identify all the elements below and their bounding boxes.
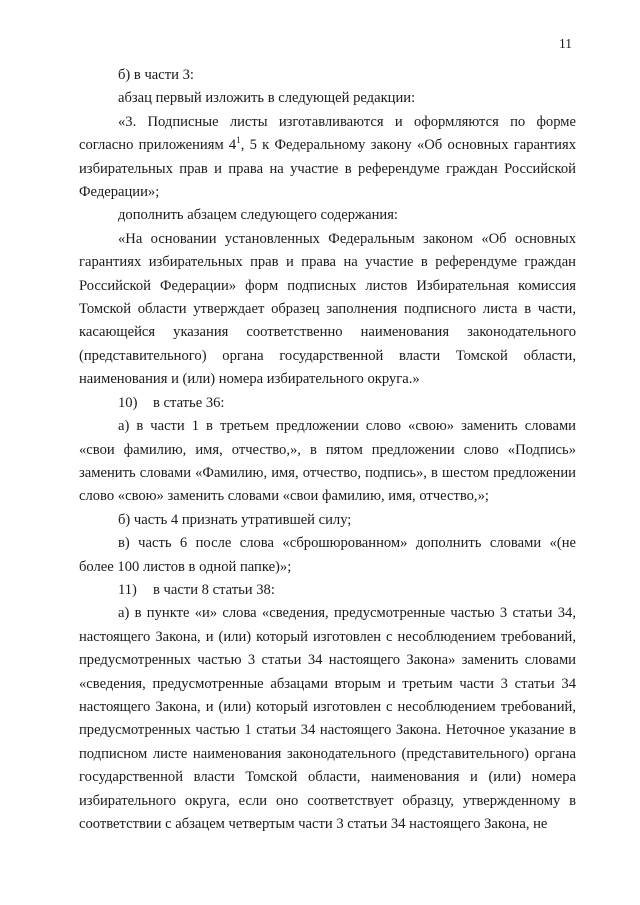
- paragraph: в) часть 6 после слова «сброшюрованном» дополнить словами «(не более 100 листов в одной папке)»;: [79, 535, 576, 575]
- page-number: 11: [559, 36, 572, 51]
- paragraph: [79, 111, 576, 205]
- text-segment: , 5 к Федеральному закону «Об основных гарантиях избирательных прав и права на участие в референдуме граждан Российской Федерации»;: [79, 137, 576, 201]
- list-item: [79, 392, 576, 415]
- paragraph: абзац первый изложить в следующей редакции:: [118, 90, 416, 107]
- paragraph: б) в части 3:: [118, 67, 194, 83]
- document-body: [79, 64, 576, 836]
- item-text: в статье 36:: [153, 394, 225, 411]
- item-number: 11): [118, 581, 137, 598]
- superscript: 1: [236, 135, 241, 146]
- text-segment: «3. Подписные листы изготавливаются и оформляются по форме согласно приложениям 4: [79, 113, 576, 154]
- paragraph: а) в пункте «и» слова «сведения, предусмотренные частью 3 статьи 34, настоящего Закона, и (или) который изготовлен с несоблюдением требований, предусмотренных частью 3 статьи 34 настоящего Закона» заменить словами «сведения, предусмотренные абзацами вторым и третьим части 3 статьи 34 настоящего Закона, и (или) который изготовлен с несоблюдением требований, предусмотренных частью 1 статьи 34 настоящего Закона. Неточное указание в подписном листе наименования законодательного (представительного) органа государственной власти Томской области, наименования и (или) номера избирательного округа, если оно соответствует образцу, утвержденному в соответствии с абзацем четвертым части 3 статьи 34 настоящего Закона, не: [79, 605, 576, 832]
- paragraph: «На основании установленных Федеральным законом «Об основных гарантиях избирательных прав и права на участие в референдуме граждан Российской Федерации» форм подписных листов Избирательная комиссия Томской области утверждает образец заполнения подписного листа в части, касающейся указания соответственно наименования законодательного (представительного) органа государственной власти Томской области, наименования и (или) номера избирательного округа.»: [79, 230, 576, 388]
- paragraph: б) часть 4 признать утратившей силу;: [118, 511, 352, 528]
- item-number: 10): [118, 394, 138, 411]
- paragraph: дополнить абзацем следующего содержания:: [118, 207, 398, 224]
- list-item: [79, 579, 576, 602]
- item-text: в части 8 статьи 38:: [153, 581, 275, 598]
- paragraph: а) в части 1 в третьем предложении слово «свою» заменить словами «свои фамилию, имя, отчество,», в пятом предложении слово «Подпись» заменить словами «Фамилию, имя, отчество, подпись», в шестом предложении слово «свою» заменить словами «свои фамилию, имя, отчество,»;: [79, 418, 576, 505]
